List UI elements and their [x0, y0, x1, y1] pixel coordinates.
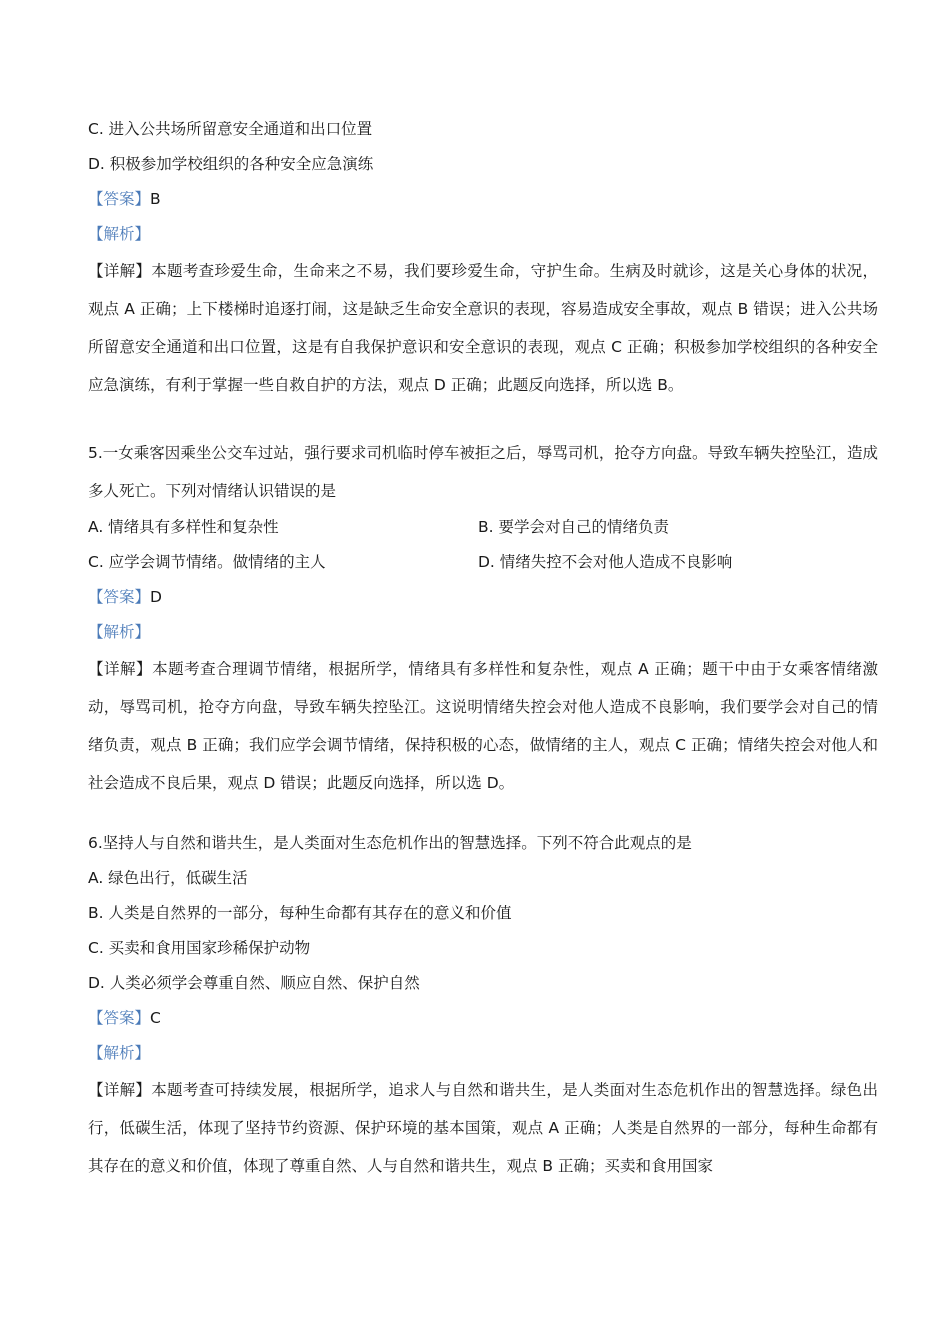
q6-detail	[88, 1071, 878, 1185]
q5-option-a: A. 情绪具有多样性和复杂性	[88, 518, 279, 536]
answer-tag: 【答案】	[88, 588, 151, 606]
q5-option-b: B. 要学会对自己的情绪负责	[478, 518, 669, 536]
analysis-tag: 【解析】	[88, 225, 151, 243]
q6-stem: 6.坚持人与自然和谐共生，是人类面对生态危机作出的智慧选择。下列不符合此观点的是	[88, 834, 692, 852]
q6-option-d: D. 人类必须学会尊重自然、顺应自然、保护自然	[88, 974, 420, 992]
q6-option-b: B. 人类是自然界的一部分，每种生命都有其存在的意义和价值	[88, 904, 512, 922]
q5-options-row-2	[88, 545, 878, 580]
detail-text: 本题考查合理调节情绪，根据所学，情绪具有多样性和复杂性，观点 A 正确；题干中由于女乘客情绪激动，辱骂司机，抢夺方向盘，导致车辆失控坠江。这说明情绪失控会对他人造成不良影响，我们要学会对自己的情绪负责，观点 B 正确；我们应学会调节情绪，保持积极的心态，做情绪的主人，观点 C 正确；情绪失控会对他人和社会造成不良后果，观点 D 错误；此题反向选择，所以选 D。	[88, 660, 878, 792]
detail-tag: 【详解】	[88, 660, 153, 678]
q6-analysis-heading	[88, 1036, 878, 1071]
q4-answer	[88, 182, 878, 217]
q6-option-c: C. 买卖和食用国家珍稀保护动物	[88, 939, 311, 957]
q4-option-c: C. 进入公共场所留意安全通道和出口位置	[88, 120, 373, 138]
analysis-tag: 【解析】	[88, 1044, 151, 1062]
q6-option-a: A. 绿色出行，低碳生活	[88, 869, 248, 887]
answer-value: D	[150, 588, 162, 606]
answer-value: B	[150, 190, 161, 208]
q4-option-d: D. 积极参加学校组织的各种安全应急演练	[88, 155, 374, 173]
detail-tag: 【详解】	[88, 1081, 152, 1099]
q5-option-c: C. 应学会调节情绪。做情绪的主人	[88, 553, 326, 571]
q5-detail	[88, 650, 878, 802]
detail-text: 本题考查珍爱生命，生命来之不易，我们要珍爱生命，守护生命。生病及时就诊，这是关心身体的状况，观点 A 正确；上下楼梯时追逐打闹，这是缺乏生命安全意识的表现，容易造成安全事故，观点 B 错误；进入公共场所留意安全通道和出口位置，这是有自我保护意识和安全意识的表现，观点 C 正确；积极参加学校组织的各种安全应急演练，有利于掌握一些自救自护的方法，观点 D 正确；此题反向选择，所以选 B。	[88, 262, 878, 394]
detail-text: 本题考查可持续发展，根据所学，追求人与自然和谐共生，是人类面对生态危机作出的智慧选择。绿色出行，低碳生活，体现了坚持节约资源、保护环境的基本国策，观点 A 正确；人类是自然界的一部分，每种生命都有其存在的意义和价值，体现了尊重自然、人与自然和谐共生，观点 B 正确；买卖和食用国家	[88, 1081, 878, 1175]
answer-tag: 【答案】	[88, 1009, 151, 1027]
q5-stem: 5.一女乘客因乘坐公交车过站，强行要求司机临时停车被拒之后，辱骂司机，抢夺方向盘。导致车辆失控坠江，造成多人死亡。下列对情绪认识错误的是	[88, 444, 878, 500]
document-page	[88, 112, 878, 1185]
q5-options-row-1	[88, 510, 878, 545]
q6-answer	[88, 1001, 878, 1036]
q5-option-d: D. 情绪失控不会对他人造成不良影响	[478, 553, 733, 571]
q5-answer	[88, 580, 878, 615]
q5-analysis-heading	[88, 615, 878, 650]
q4-detail	[88, 252, 878, 404]
q4-analysis-heading	[88, 217, 878, 252]
detail-tag: 【详解】	[88, 262, 152, 280]
answer-tag: 【答案】	[88, 190, 151, 208]
analysis-tag: 【解析】	[88, 623, 151, 641]
answer-value: C	[150, 1009, 161, 1027]
